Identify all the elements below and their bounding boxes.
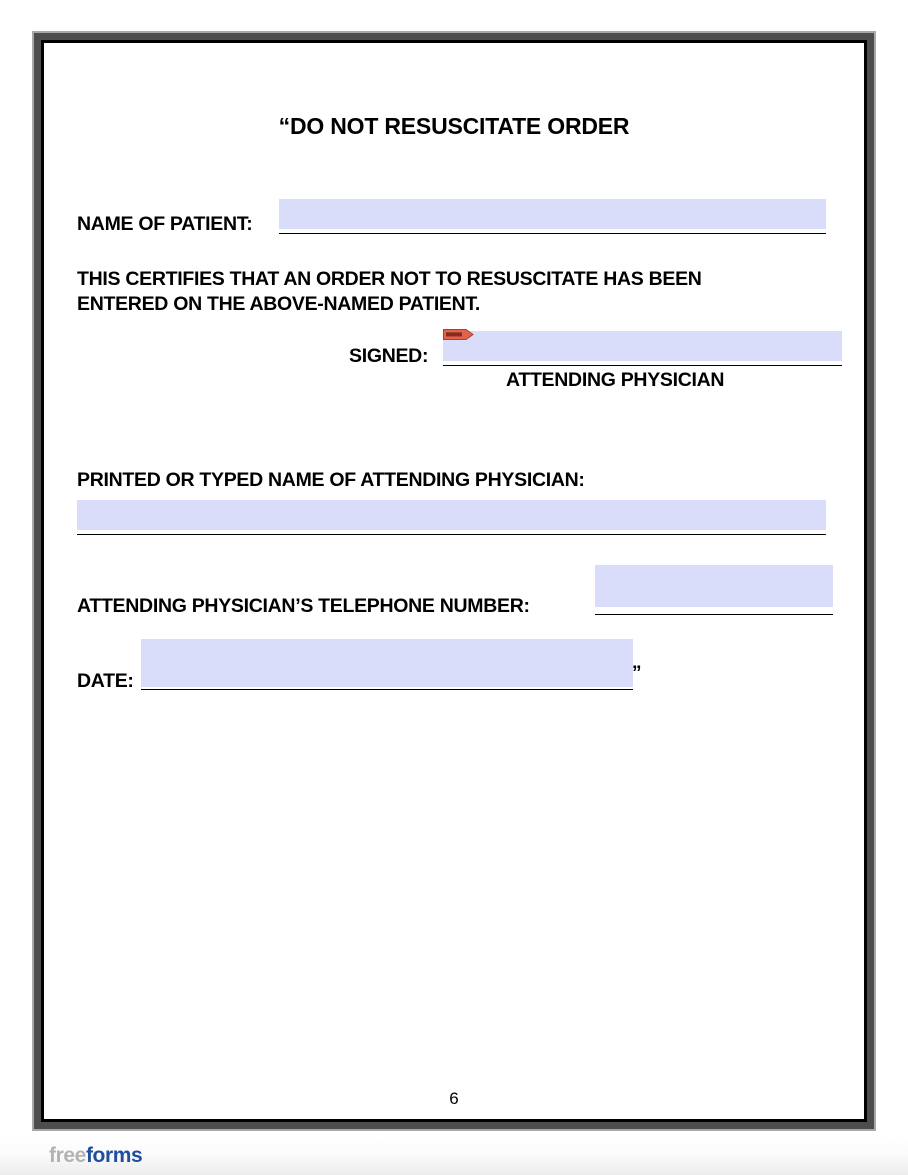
page-title: “DO NOT RESUSCITATE ORDER xyxy=(278,113,630,139)
certification-line-2: ENTERED ON THE ABOVE-NAMED PATIENT. xyxy=(77,293,480,315)
brand-free-text: free xyxy=(49,1144,86,1167)
rule-telephone xyxy=(595,614,833,615)
certification-line-1: THIS CERTIFIES THAT AN ORDER NOT TO RESUSCITATE HAS BEEN xyxy=(77,268,702,290)
document-body xyxy=(44,43,864,1119)
rule-signed xyxy=(443,365,842,366)
label-telephone: ATTENDING PHYSICIAN’S TELEPHONE NUMBER: xyxy=(77,595,530,617)
telephone-input[interactable] xyxy=(595,565,833,607)
rule-date xyxy=(141,689,633,690)
label-name-of-patient: NAME OF PATIENT: xyxy=(77,213,253,235)
rule-printed-name xyxy=(77,534,826,535)
date-input[interactable] xyxy=(141,639,633,687)
page-sheet xyxy=(41,40,867,1122)
footer-bar xyxy=(0,1136,908,1175)
label-date: DATE: xyxy=(77,670,134,692)
printed-name-input[interactable] xyxy=(77,500,826,530)
label-signed: SIGNED: xyxy=(349,345,429,367)
page-number: 6 xyxy=(449,1089,459,1108)
freeforms-logo[interactable] xyxy=(49,1144,142,1168)
signature-input[interactable] xyxy=(443,331,842,361)
rule-name-of-patient xyxy=(279,233,826,234)
name-of-patient-input[interactable] xyxy=(279,199,826,229)
page-bevel xyxy=(32,31,876,1131)
caption-attending-physician: ATTENDING PHYSICIAN xyxy=(506,369,725,391)
label-printed-name: PRINTED OR TYPED NAME OF ATTENDING PHYSICIAN: xyxy=(77,469,585,491)
closing-quote: ” xyxy=(632,663,642,684)
brand-forms-text: forms xyxy=(85,1144,143,1167)
page-frame xyxy=(34,33,874,1129)
